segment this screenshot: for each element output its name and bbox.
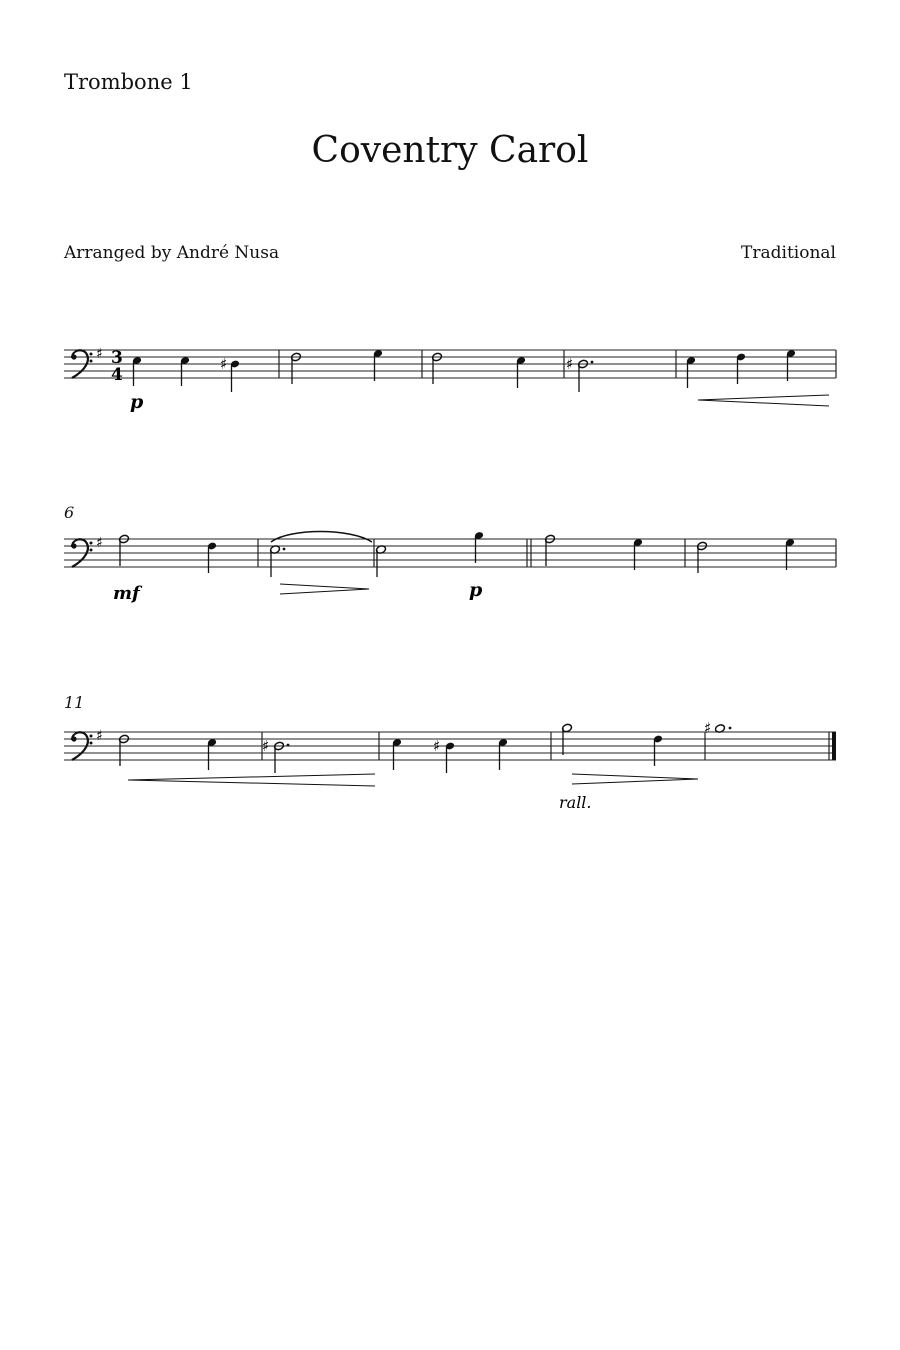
tie [271,532,372,543]
dynamic-marking: mf [113,583,140,604]
staff-lines [64,539,836,567]
sharp-icon: ♯ [96,535,103,551]
crescendo-hairpin [698,395,829,406]
staff-lines [64,350,836,378]
arranger-credit: Arranged by André Nusa [64,243,280,263]
decrescendo-hairpin [572,774,698,784]
crescendo-hairpin [128,774,375,786]
svg-text:3: 3 [111,348,123,368]
decrescendo-hairpin [280,584,369,594]
sharp-icon: ♯ [96,346,103,362]
final-barline [832,732,836,760]
page-title: Coventry Carol [311,130,589,171]
measure-number-11: 11 [64,693,85,712]
svg-text:4: 4 [111,365,123,385]
sharp-icon: ♯ [220,355,228,373]
staff-system-2 [0,519,900,619]
sharp-icon: ♯ [96,728,103,744]
staff-system-1 [0,330,900,430]
time-signature [111,348,123,385]
part-name: Trombone 1 [64,70,193,94]
dynamic-marking: p [469,579,483,601]
sharp-icon: ♯ [262,737,270,755]
sharp-icon: ♯ [566,355,574,373]
sharp-icon: ♯ [433,737,441,755]
sharp-icon: ♯ [704,719,712,737]
staff-system-3 [0,712,900,822]
measure-number-6: 6 [64,503,75,522]
composer-credit: Traditional [741,243,836,263]
dynamic-marking: p [130,391,144,413]
rall-direction: rall. [559,793,592,812]
